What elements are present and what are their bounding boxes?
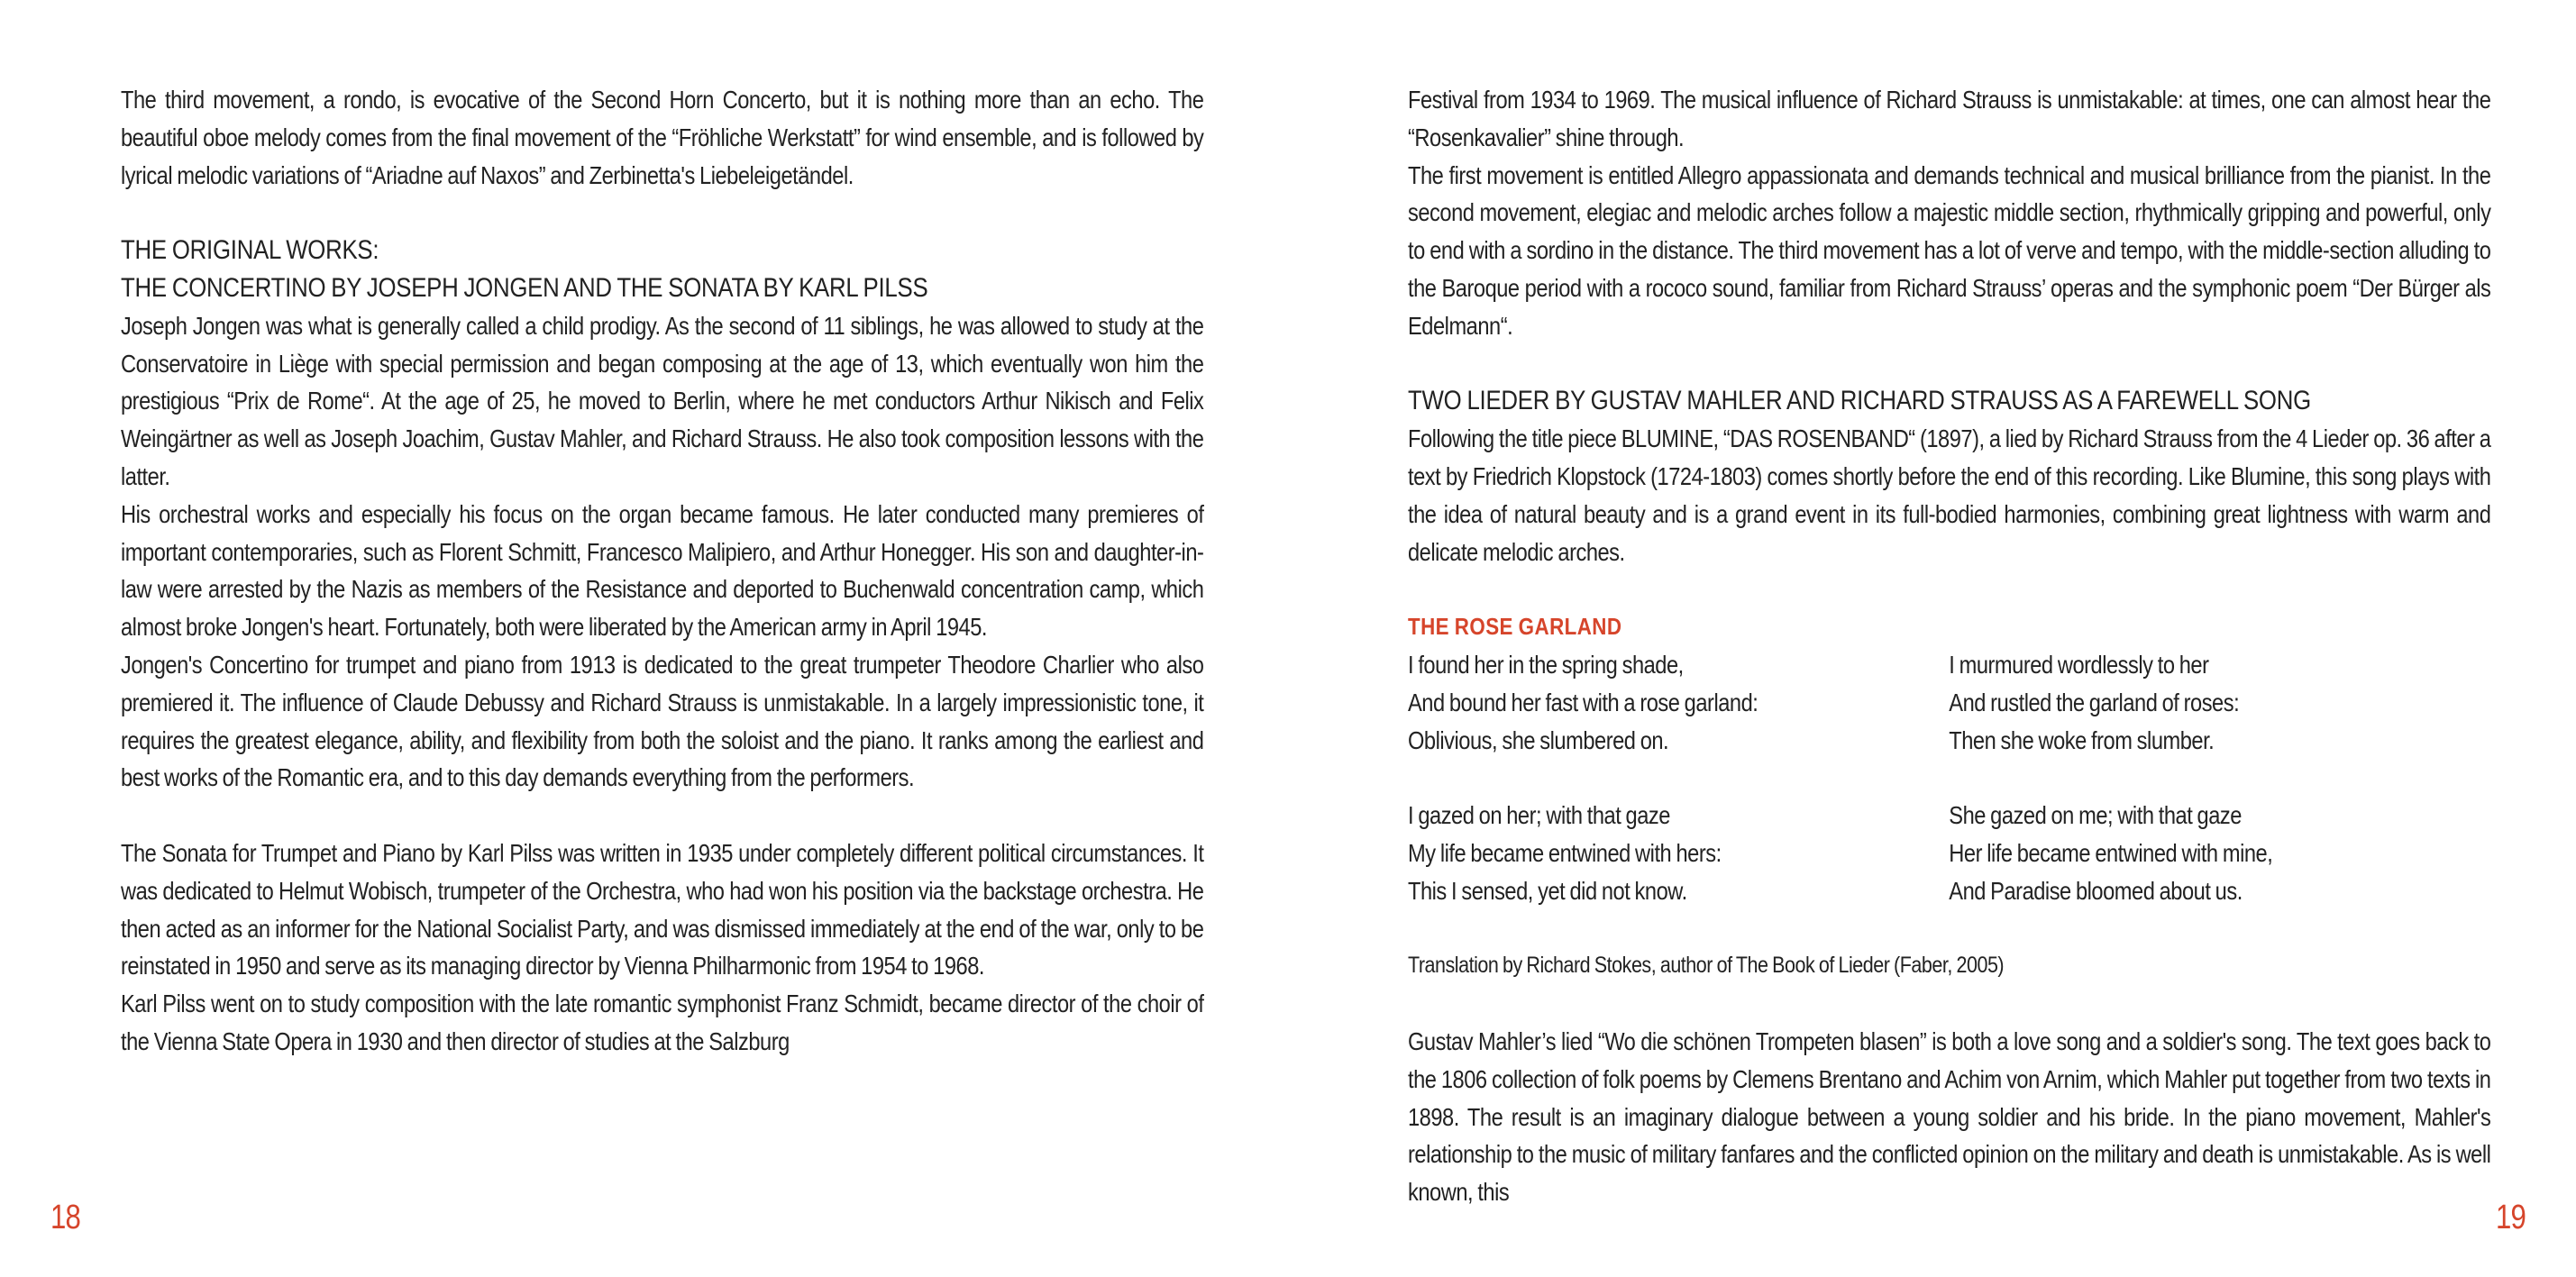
paragraph-jongen-bio: Joseph Jongen was what is generally called a child prodigy. As the second of 11 siblings, he was allowed to study at the Conservatoire in Liège with special permission and began composing at the age of 13, which eventually won him the prestigious “Prix de Rome“. At the age of 25, he moved to Berlin, where he met conductors Arthur Nikisch and Felix Weingärtner as well as Joseph Joachim, Gustav Mahler, and Richard Strauss. He also took composition lessons with the latter. [121, 311, 1204, 490]
right-text-column [1408, 81, 2490, 1211]
paragraph-festival: Festival from 1934 to 1969. The musical influence of Richard Strauss is unmistakable: at times, one can almost hear the “Rosenkavalier” shine through. [1408, 86, 2491, 151]
poem-left-column [1408, 646, 1949, 910]
poem-line: My life became entwined with hers: [1408, 838, 1722, 867]
paragraph-jongen-concertino: Jongen's Concertino for trumpet and piano from 1913 is dedicated to the great trumpeter Theodore Charlier who also premiered it. The influence of Claude Debussy and Richard Strauss is unmistakable. In a largely impressionistic tone, it requires the greatest elegance, ability, and flexibility from both the soloist and the piano. It ranks among the earliest and best works of the Romantic era, and to this day demands everything from the performers. [121, 650, 1204, 792]
poem-line: Oblivious, she slumbered on. [1408, 725, 1669, 754]
translation-credit: Translation by Richard Stokes, author of The Book of Lieder (Faber, 2005) [1408, 953, 2005, 979]
poem-line: Then she woke from slumber. [1949, 725, 2215, 754]
paragraph-movements: The first movement is entitled Allegro appassionata and demands technical and musical brilliance from the pianist. In the second movement, elegiac and melodic arches follow a majestic middle section, rhythmically gripping and powerful, only to end with a sordino in the distance. The third movement has a lot of verve and tempo, with the middle-section alluding to the Baroque period with a rococo sound, familiar from Richard Strauss’ operas and the symphonic poem “Der Bürger als Edelmann“. [1408, 160, 2491, 340]
paragraph-pilss-sonata: The Sonata for Trumpet and Piano by Karl Pilss was written in 1935 under completely different political circumstances. It was dedicated to Helmut Wobisch, trumpeter of the Orchestra, who had won his position via the backstage orchestra. He then acted as an informer for the National Socialist Party, and was dismissed immediately at the end of the war, only to be reinstated in 1950 and serve as its managing director by Vienna Philharmonic from 1954 to 1968. [121, 838, 1204, 981]
page-number: 19 [2496, 1199, 2526, 1236]
intro-paragraph: The third movement, a rondo, is evocative of the Second Horn Concerto, but it is nothing more than an echo. The beautiful oboe melody comes from the final movement of the “Fröhliche Werkstatt” for wind ensemble, and is followed by lyrical melodic variations of “Ariadne auf Naxos” and Zerbinetta's Liebeleigetändel. [121, 86, 1204, 189]
poem-stanza-break [1949, 759, 2490, 797]
spacer [1408, 985, 2490, 1023]
poem-right-column [1949, 646, 2490, 910]
poem-line: And Paradise bloomed about us. [1949, 876, 2243, 905]
poem-line: And rustled the garland of roses: [1949, 688, 2240, 716]
paragraph-mahler: Gustav Mahler’s lied “Wo die schönen Trompeten blasen” is both a love song and a soldier's song. The text goes back to the 1806 collection of folk poems by Clemens Brentano and Achim von Arnim, which Mahler put together from two texts in 1898. The result is an imaginary dialogue between a young soldier and his bride. In the piano movement, Mahler's relationship to the music of military fanfares and the conflicted opinion on the military and death is unmistakable. As is well known, this [1408, 1026, 2491, 1207]
poem-title: THE ROSE GARLAND [1408, 613, 1622, 641]
paragraph-rosenband: Following the title piece BLUMINE, “DAS ROSENBAND“ (1897), a lied by Richard Strauss from the 4 Lieder op. 36 after a text by Friedrich Klopstock (1724-1803) comes shortly before the end of this recording. Like Blumine, this song plays with the idea of natural beauty and is a grand event in its full-bodied harmonies, combining great lightness with warm and delicate melodic arches. [1408, 424, 2491, 566]
right-page [1288, 0, 2576, 1277]
poem-stanza-break [1408, 759, 1949, 797]
paragraph-jongen-works: His orchestral works and especially his focus on the organ became famous. He later conducted many premieres of important contemporaries, such as Florent Schmitt, Francesco Malipiero, and Arthur Honegger. His son and daughter-in-law were arrested by the Nazis as members of the Resistance and deported to Buchenwald concentration camp, which almost broke Jongen's heart. Fortunately, both were liberated by the American army in April 1945. [121, 499, 1204, 642]
spacer [1408, 345, 2490, 383]
section-heading-line-1: THE ORIGINAL WORKS: [121, 235, 379, 266]
page-number: 18 [50, 1199, 81, 1236]
spacer [121, 194, 1203, 232]
spacer [1408, 570, 2490, 608]
poem-line: Her life became entwined with mine, [1949, 838, 2273, 867]
section-heading-lieder: TWO LIEDER BY GUSTAV MAHLER AND RICHARD STRAUSS AS A FAREWELL SONG [1408, 386, 2311, 416]
paragraph-pilss-career: Karl Pilss went on to study composition with the late romantic symphonist Franz Schmidt, became director of the choir of the Vienna State Opera in 1930 and then director of studies at the Salzburg [121, 990, 1204, 1055]
left-text-column [121, 81, 1203, 1061]
poem [1408, 646, 2490, 910]
poem-line: I gazed on her; with that gaze [1408, 801, 1670, 830]
spacer [121, 797, 1203, 835]
poem-line: She gazed on me; with that gaze [1949, 801, 2242, 830]
section-heading-line-2: THE CONCERTINO BY JOSEPH JONGEN AND THE SONATA BY KARL PILSS [121, 272, 928, 303]
spacer [1408, 910, 2490, 948]
poem-line: I found her in the spring shade, [1408, 650, 1684, 679]
poem-line: This I sensed, yet did not know. [1408, 876, 1687, 905]
poem-line: And bound her fast with a rose garland: [1408, 688, 1758, 716]
poem-line: I murmured wordlessly to her [1949, 650, 2209, 679]
